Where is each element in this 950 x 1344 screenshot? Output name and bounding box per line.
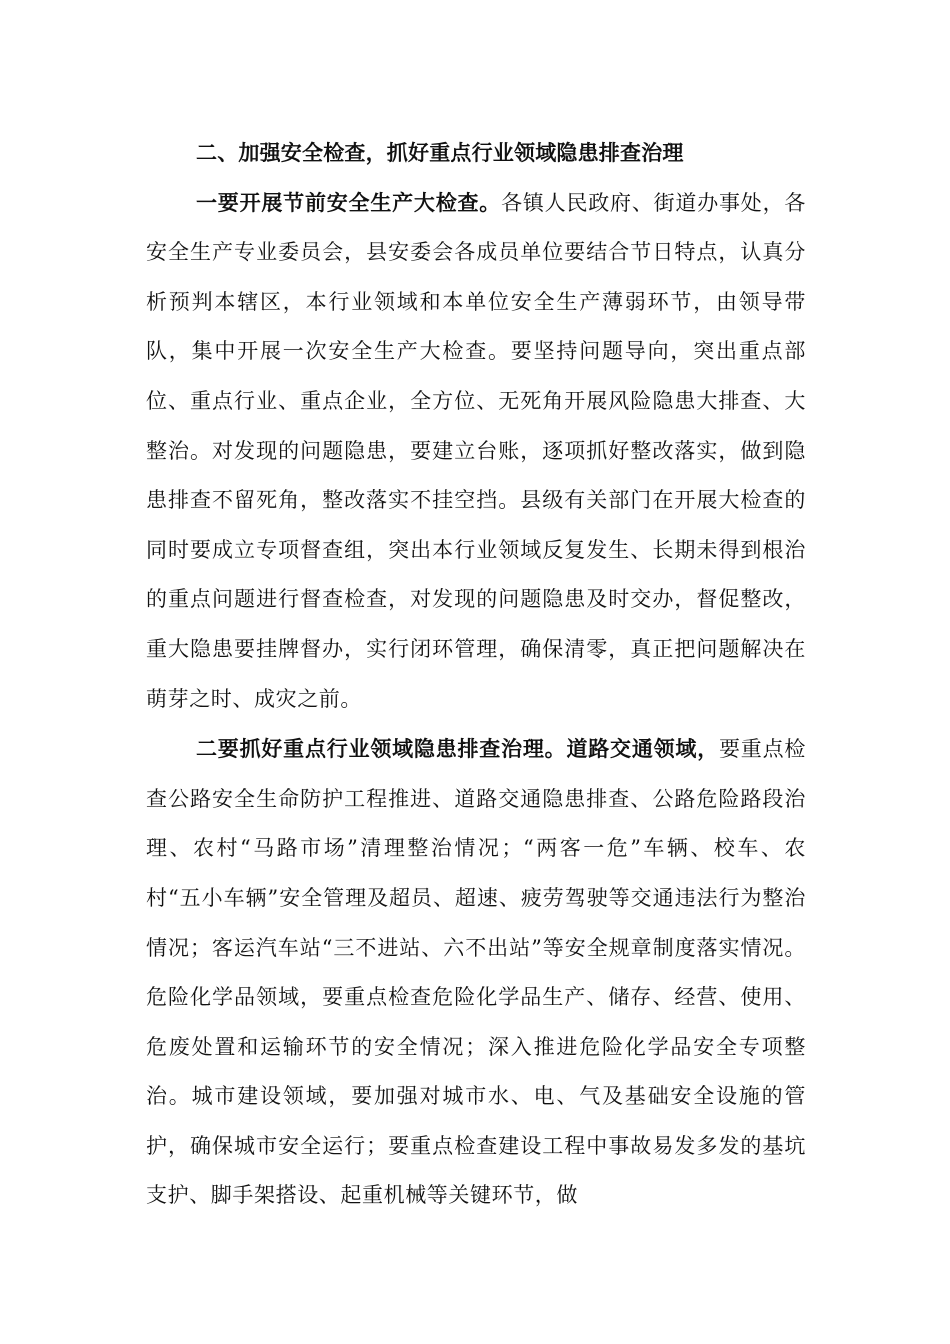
document-page <box>146 128 806 1221</box>
paragraph-body: 各镇人民政府、街道办事处，各安全生产专业委员会，县安委会各成员单位要结合节日特点，认真分析预判本辖区，本行业领域和本单位安全生产薄弱环节，由领导带队，集中开展一次安全生产大检查。要坚持问题导向，突出重点部位、重点行业、重点企业，全方位、无死角开展风险隐患大排查、大整治。对发现的问题隐患，要建立台账，逐项抓好整改落实，做到隐患排查不留死角，整改落实不挂空挡。县级有关部门在开展大检查的同时要成立专项督查组，突出本行业领域反复发生、长期未得到根治的重点问题进行督查检查，对发现的问题隐患及时交办，督促整改，重大隐患要挂牌督办，实行闭环管理，确保清零，真正把问题解决在萌芽之时、成灾之前。 <box>146 190 806 711</box>
paragraph-lead: 一要开展节前安全生产大检查。 <box>196 189 502 215</box>
paragraph-body: 要重点检查公路安全生命防护工程推进、道路交通隐患排查、公路危险路段治理、农村“马路市场”清理整治情况；“两客一危”车辆、校车、农村“五小车辆”安全管理及超员、超速、疲劳驾驶等交通违法行为整治情况；客运汽车站“三不进站、六不出站”等安全规章制度落实情况。危险化学品领域，要重点检查危险化学品生产、储存、经营、使用、危废处置和运输环节的安全情况；深入推进危险化学品安全专项整治。城市建设领域，要加强对城市水、电、气及基础安全设施的管护，确保城市安全运行；要重点检查建设工程中事故易发多发的基坑支护、脚手架搭设、起重机械等关键环节，做 <box>146 737 806 1208</box>
paragraph-key-industry-hazards <box>146 724 806 1221</box>
paragraph-pre-holiday-inspection <box>146 178 806 725</box>
section-heading: 二、加强安全检查，抓好重点行业领域隐患排查治理 <box>196 140 684 165</box>
paragraph-lead: 二要抓好重点行业领域隐患排查治理。道路交通领域， <box>196 736 720 762</box>
